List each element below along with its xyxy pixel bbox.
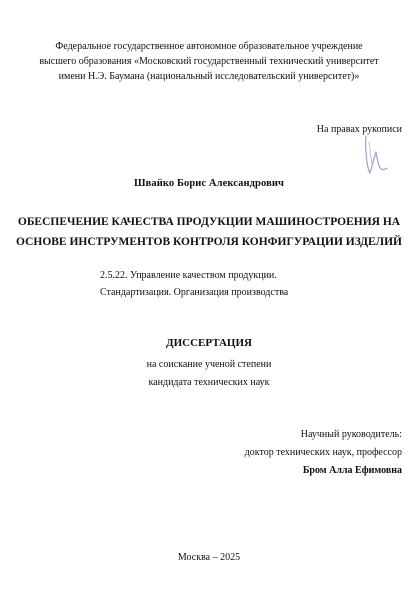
degree-line-2: кандидата технических наук bbox=[148, 377, 270, 388]
institution-line-1: Федеральное государственное автономное образовательное учреждение bbox=[55, 41, 363, 52]
institution-line-3: имени Н.Э. Баумана (национальный исследовательский университет)» bbox=[58, 71, 360, 82]
city-year: Москва – 2025 bbox=[177, 552, 241, 563]
supervisor-position: доктор технических наук, профессор bbox=[244, 447, 402, 458]
title-line-2: ОСНОВЕ ИНСТРУМЕНТОВ КОНТРОЛЯ КОНФИГУРАЦИИ ИЗДЕЛИЙ bbox=[15, 236, 402, 248]
specialty-line-2: Стандартизация. Организация производства bbox=[100, 287, 289, 298]
specialty-line-1: 2.5.22. Управление качеством продукции. bbox=[100, 270, 277, 281]
manuscript-note: На правах рукописи bbox=[316, 124, 402, 135]
degree-line-1: на соискание ученой степени bbox=[146, 359, 272, 370]
dissertation-heading: ДИССЕРТАЦИЯ bbox=[166, 337, 252, 349]
institution-line-2: высшего образования «Московский государственный технический университет bbox=[39, 56, 379, 67]
title-line-1: ОБЕСПЕЧЕНИЕ КАЧЕСТВА ПРОДУКЦИИ МАШИНОСТРОЕНИЯ НА bbox=[17, 216, 401, 228]
signature-mark bbox=[354, 132, 390, 176]
supervisor-name: Бром Алла Ефимовна bbox=[302, 465, 402, 476]
supervisor-label: Научный руководитель: bbox=[300, 429, 402, 440]
author-name: Швайко Борис Александрович bbox=[133, 178, 285, 189]
